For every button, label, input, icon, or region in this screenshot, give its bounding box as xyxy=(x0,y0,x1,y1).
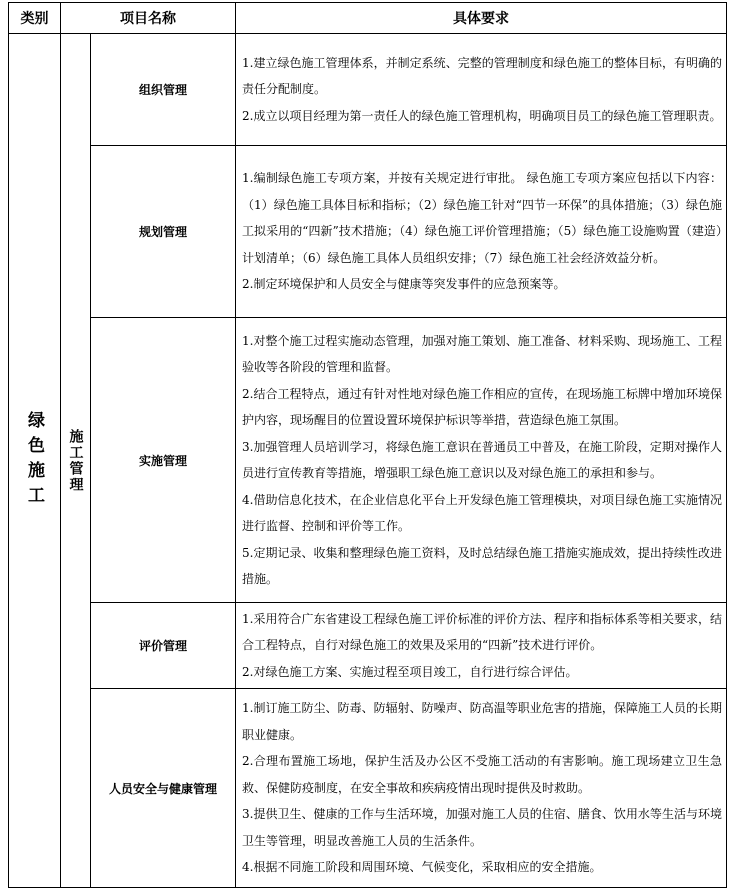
requirement-cell xyxy=(236,603,727,689)
table-row xyxy=(9,34,727,146)
requirement-item: 1.编制绿色施工专项方案，并按有关规定进行审批。 绿色施工专项方案应包括以下内容：（1）绿色施工具体目标和指标；（2）绿色施工针对“四节一环保”的具体措施；（3）绿色施工拟采用的“四新”技术措施；（4）绿色施工评价管理措施；（5）绿色施工设施购置（建造）计划清单；（6）绿色施工具体人员组织安排；（7）绿色施工社会经济效益分析。 xyxy=(242,171,722,265)
subcategory-cell: 施工管理 xyxy=(61,34,91,888)
requirement-item: 2.成立以项目经理为第一责任人的绿色施工管理机构，明确项目员工的绿色施工管理职责。 xyxy=(242,108,722,123)
table-row xyxy=(9,146,727,318)
requirement-item: 2.结合工程特点，通过有针对性地对绿色施工作相应的宣传，在现场施工标牌中增加环境保护内容，现场醒目的位置设置环境保护标识等举措，营造绿色施工氛围。 xyxy=(242,386,722,427)
item-name-cell: 组织管理 xyxy=(91,34,236,146)
requirement-item: 2.合理布置施工场地，保护生活及办公区不受施工活动的有害影响。施工现场建立卫生急救、保健防疫制度，在安全事故和疾病疫情出现时提供及时救助。 xyxy=(242,754,722,795)
table-row xyxy=(9,603,727,689)
requirement-cell xyxy=(236,318,727,603)
requirement-item: 4.根据不同施工阶段和周围环境、气候变化，采取相应的安全措施。 xyxy=(242,860,602,875)
item-name-cell: 人员安全与健康管理 xyxy=(91,689,236,888)
header-requirement: 具体要求 xyxy=(236,3,727,34)
requirement-item: 1.制订施工防尘、防毒、防辐射、防噪声、防高温等职业危害的措施，保障施工人员的长期职业健康。 xyxy=(242,701,722,742)
header-row xyxy=(9,3,727,34)
green-construction-table xyxy=(8,2,727,888)
header-item: 项目名称 xyxy=(61,3,236,34)
requirement-cell xyxy=(236,34,727,146)
requirement-item: 1.建立绿色施工管理体系，并制定系统、完整的管理制度和绿色施工的整体目标，有明确的责任分配制度。 xyxy=(242,55,722,97)
requirement-item: 3.加强管理人员培训学习，将绿色施工意识在普通员工中普及，在施工阶段，定期对操作人员进行宣传教育等措施，增强职工绿色施工意识以及对绿色施工的承担和参与。 xyxy=(242,439,722,480)
requirement-item: 5.定期记录、收集和整理绿色施工资料，及时总结绿色施工措施实施成效，提出持续性改进措施。 xyxy=(242,545,722,586)
item-name-cell: 规划管理 xyxy=(91,146,236,318)
header-category: 类别 xyxy=(9,3,61,34)
requirement-item: 1.对整个施工过程实施动态管理，加强对施工策划、施工准备、材料采购、现场施工、工程验收等各阶段的管理和监督。 xyxy=(242,333,722,374)
requirement-item: 1.采用符合广东省建设工程绿色施工评价标准的评价方法、程序和指标体系等相关要求，结合工程特点，自行对绿色施工的效果及采用的“四新”技术进行评价。 xyxy=(242,611,722,653)
item-name-cell: 评价管理 xyxy=(91,603,236,689)
table-row xyxy=(9,318,727,603)
requirement-item: 2.制定环境保护和人员安全与健康等突发事件的应急预案等。 xyxy=(242,277,566,292)
item-name-cell: 实施管理 xyxy=(91,318,236,603)
table-row xyxy=(9,689,727,888)
requirement-item: 3.提供卫生、健康的工作与生活环境，加强对施工人员的住宿、膳食、饮用水等生活与环境卫生等管理，明显改善施工人员的生活条件。 xyxy=(242,807,722,848)
requirement-item: 4.借助信息化技术，在企业信息化平台上开发绿色施工管理模块，对项目绿色施工实施情况进行监督、控制和评价等工作。 xyxy=(242,492,722,533)
requirement-cell xyxy=(236,689,727,888)
requirement-item: 2.对绿色施工方案、实施过程至项目竣工，自行进行综合评估。 xyxy=(242,664,578,679)
category-cell: 绿色施工 xyxy=(9,34,61,888)
requirement-cell xyxy=(236,146,727,318)
